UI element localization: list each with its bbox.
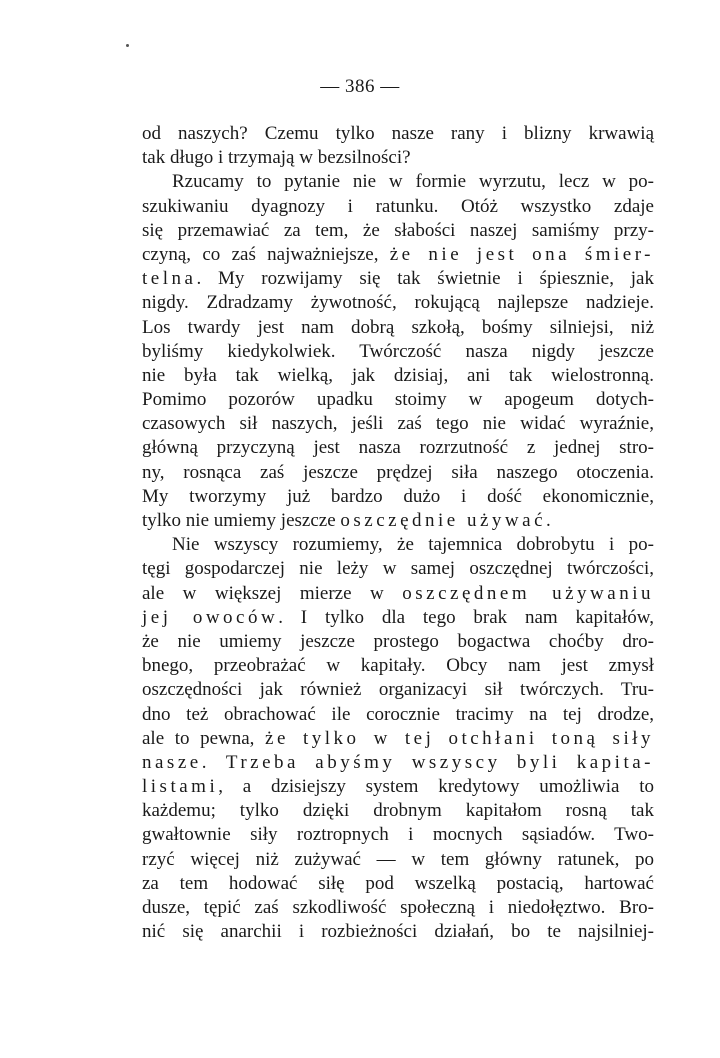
text-segment: że nie umiemy jeszcze prostego bogactwa choćby dro- [142, 630, 654, 652]
text-line [142, 388, 654, 412]
text-line [142, 920, 654, 944]
text-segment: się przemawiać za tem, że słabości naszej samiśmy przy- [142, 219, 654, 241]
text-segment: za tem hodować siłę pod wszelką postacią, hartować [142, 872, 654, 894]
stray-ink-mark [126, 44, 129, 47]
text-segment: czasowych sił naszych, jeśli zaś tego nie widać wyraźnie, [142, 413, 654, 435]
text-segment: nie była tak wielką, jak dzisiaj, ani tak wielostronną. [142, 364, 654, 386]
text-segment: tak długo i trzymają w bezsilności? [142, 147, 411, 169]
text-segment: od naszych? Czemu tylko nasze rany i blizny krwawią [142, 123, 654, 144]
text-segment: tylko nie umiemy jeszcze [142, 510, 341, 531]
page-number: — 386 — [320, 76, 400, 97]
text-line [142, 533, 654, 557]
text-line [142, 170, 654, 194]
emphasis-text: że nie jest ona śmier- [389, 243, 654, 265]
text-segment: dno też obrachować ile corocznie tracimy na tej drodze, [142, 703, 654, 725]
text-line [142, 557, 654, 581]
text-segment: nigdy. Zdradzamy żywotność, rokującą najlepsze nadzieje. [142, 292, 654, 314]
text-segment: tęgi gospodarczej nie leży w samej oszczędnej twórczości, [142, 558, 654, 580]
body-text [142, 122, 654, 944]
text-line [142, 485, 654, 509]
text-segment: , a dzisiejszy system kredytowy umożliwia to [218, 776, 654, 798]
text-segment: byliśmy kiedykolwiek. Twórczość nasza nigdy jeszcze [142, 340, 654, 362]
text-segment: dusze, tępić zaś szkodliwość społeczną i niedołęztwo. Bro- [142, 897, 654, 918]
text-line [142, 630, 654, 654]
text-segment: nić się anarchii i rozbieżności działań, bo te najsilniej- [142, 921, 654, 943]
text-segment: szukiwaniu dyagnozy i ratunku. Otóż wszystko zdaje [142, 195, 654, 217]
text-line [142, 727, 654, 751]
text-line [142, 872, 654, 896]
text-line [142, 461, 654, 485]
text-line [142, 122, 654, 146]
text-line [142, 195, 654, 219]
text-line [142, 678, 654, 702]
text-line [142, 412, 654, 436]
text-line [142, 436, 654, 460]
text-line [142, 606, 654, 630]
text-line [142, 848, 654, 872]
text-segment: Los twardy jest nam dobrą szkołą, bośmy silniejsi, niż [142, 316, 654, 338]
text-line [142, 896, 654, 920]
text-segment: bnego, przeobrażać w kapitały. Obcy nam jest zmysł [142, 655, 654, 677]
text-line [142, 799, 654, 823]
text-line [142, 316, 654, 340]
emphasis-text: telna [142, 268, 197, 290]
text-line [142, 291, 654, 315]
emphasis-text: listami [142, 776, 219, 798]
text-line [142, 582, 654, 606]
text-line [142, 751, 654, 775]
text-line [142, 267, 654, 291]
text-segment: . [546, 510, 551, 531]
text-line [142, 219, 654, 243]
emphasis-text: oszczędnie używać [340, 510, 546, 531]
text-line [142, 823, 654, 847]
text-segment: ny, rosnąca zaś jeszcze prędzej siła naszego otoczenia. [142, 461, 654, 483]
text-segment: główną przyczyną jest nasza rozrzutność z jednej stro- [142, 437, 654, 459]
text-line [142, 654, 654, 678]
text-line [142, 243, 654, 267]
text-segment: każdemu; tylko dzięki drobnym kapitałom rosną tak [142, 800, 654, 822]
emphasis-text: nasze. Trzeba abyśmy wszyscy byli kapita- [142, 751, 654, 773]
text-segment: My tworzymy już bardzo dużo i dość ekonomicznie, [142, 485, 654, 507]
text-line [142, 703, 654, 727]
text-segment: ale w większej mierze w [142, 582, 403, 604]
emphasis-text: jej owoców [142, 606, 279, 628]
text-line [142, 146, 654, 170]
text-line [142, 364, 654, 388]
text-segment: Nie wszyscy rozumiemy, że tajemnica dobrobytu i po- [172, 534, 654, 556]
text-segment: . My rozwijamy się tak świetnie i śpiesznie, jak [196, 268, 654, 290]
emphasis-text: że tylko w tej otchłani toną siły [265, 727, 654, 749]
text-segment: czyną, co zaś najważniejsze, [142, 243, 390, 265]
text-segment: . I tylko dla tego brak nam kapitałów, [278, 606, 654, 628]
emphasis-text: oszczędnem używaniu [402, 582, 654, 604]
text-segment: oszczędności jak również organizacyi sił twórczych. Tru- [142, 679, 654, 701]
text-segment: Rzucamy to pytanie nie w formie wyrzutu, lecz w po- [172, 171, 654, 193]
text-line [142, 340, 654, 364]
text-segment: ale to pewna, [142, 727, 266, 749]
text-line [142, 775, 654, 799]
text-segment: rzyć więcej niż zużywać — w tem główny ratunek, po [142, 848, 654, 870]
text-segment: Pomimo pozorów upadku stoimy w apogeum dotych- [142, 389, 654, 411]
text-segment: gwałtownie siły roztropnych i mocnych sąsiadów. Two- [142, 824, 654, 846]
text-line [142, 509, 654, 533]
